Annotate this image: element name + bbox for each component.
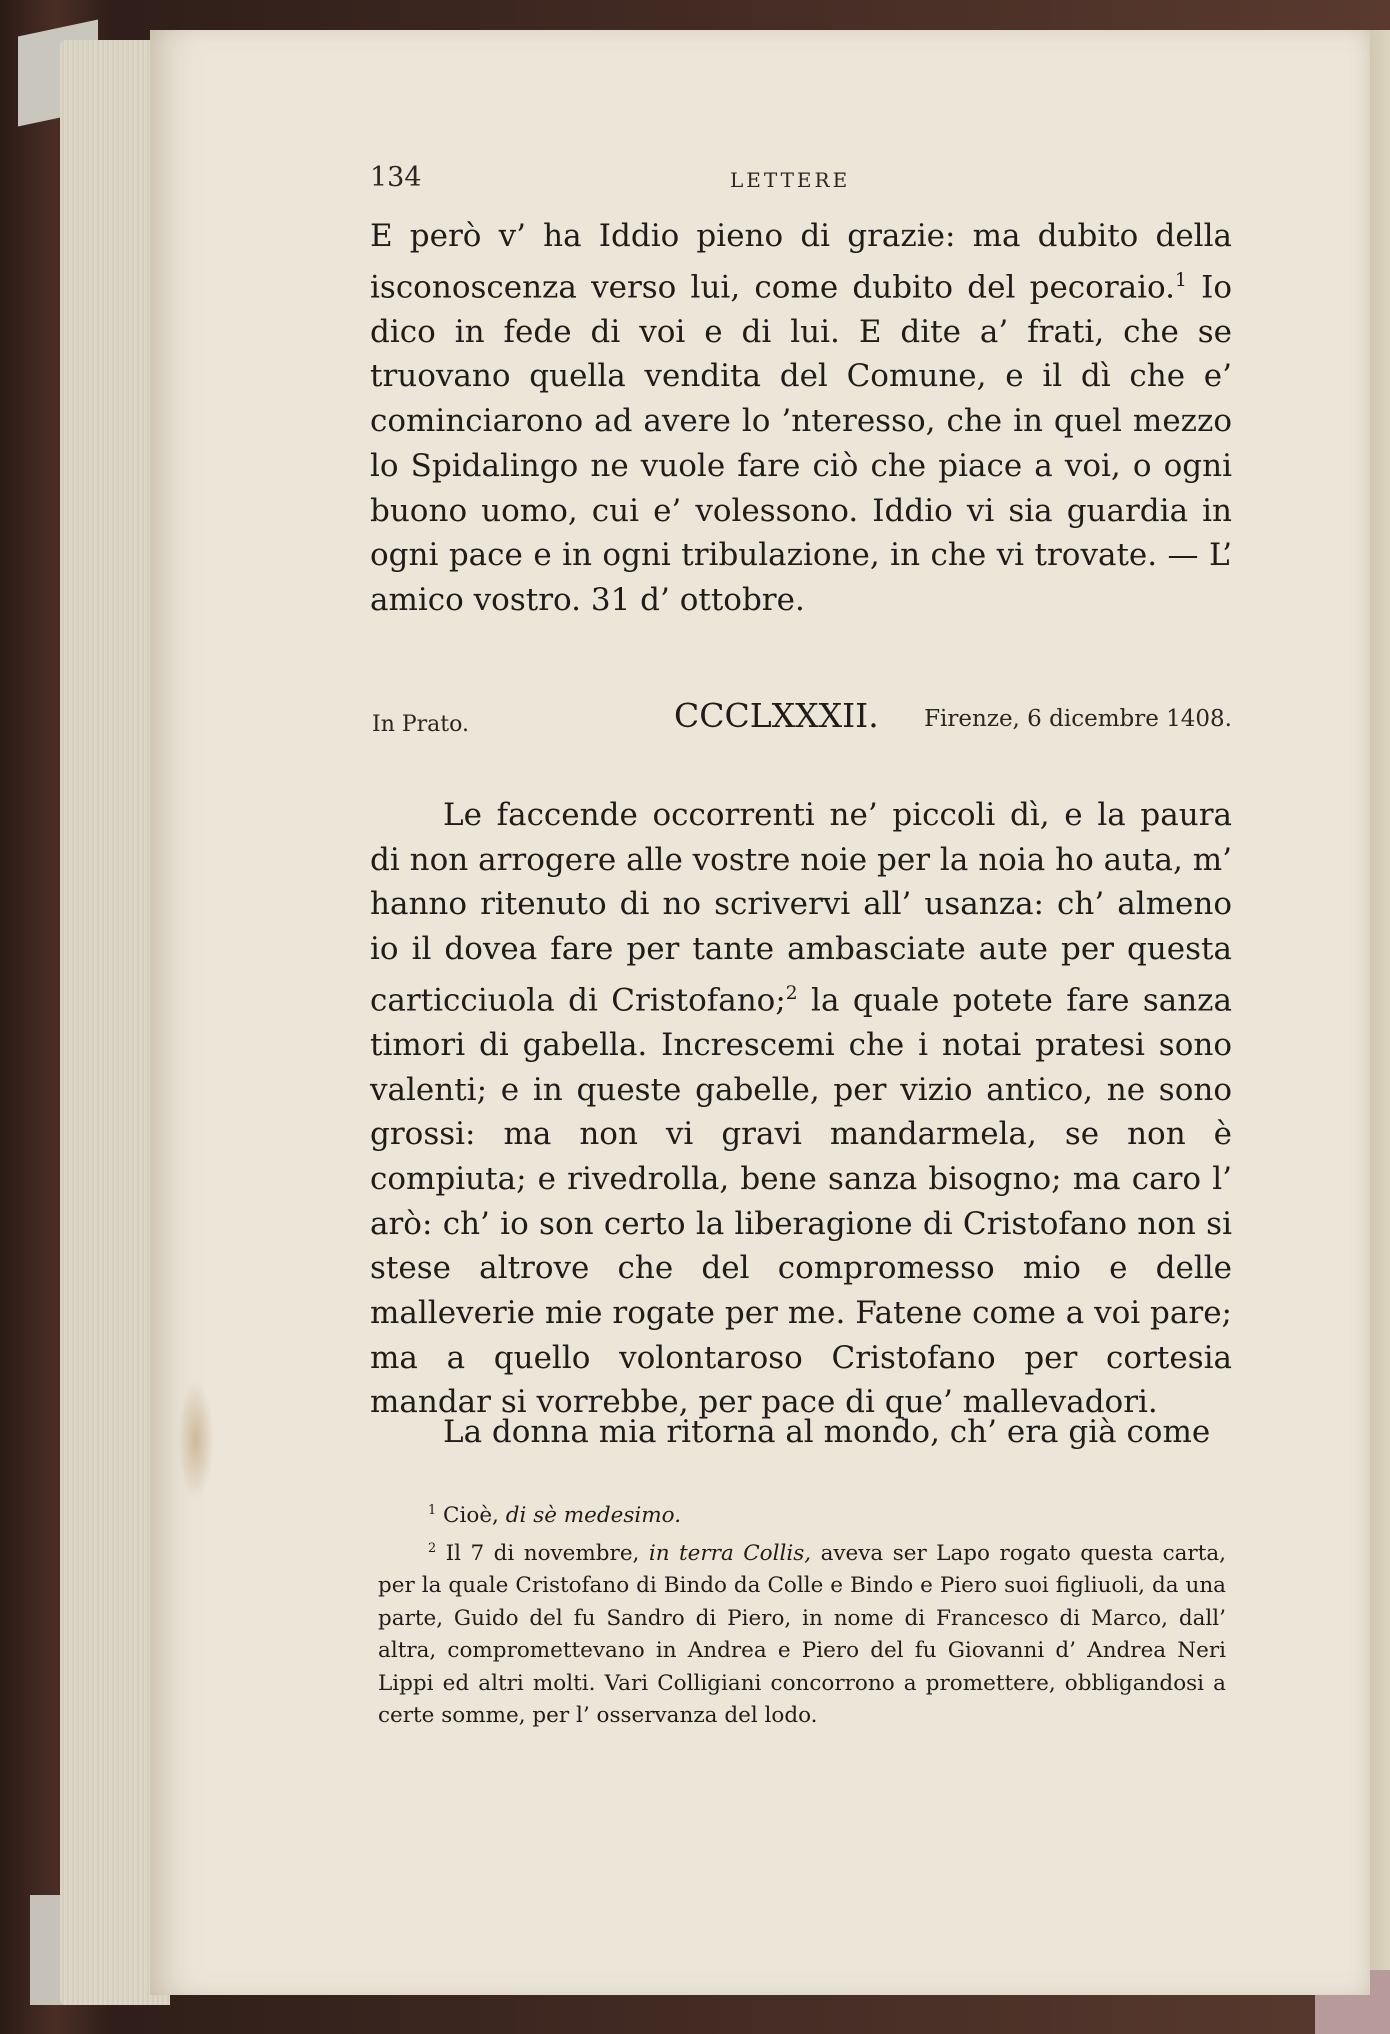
- paper-stain: [178, 1380, 214, 1500]
- footnote-ref: 2: [785, 982, 798, 1004]
- letter-heading: [370, 692, 1232, 742]
- letter-date: Firenze, 6 dicembre 1408.: [924, 706, 1232, 732]
- paragraph-letter-end: [370, 214, 1232, 623]
- footnote-1: [378, 1495, 1226, 1533]
- footnote-marker: 1: [428, 1503, 437, 1518]
- page-header: [370, 162, 1232, 202]
- letter-place: In Prato.: [372, 712, 469, 737]
- footnote-italic: di sè medesimo.: [505, 1503, 682, 1529]
- footnote-2: [378, 1533, 1226, 1733]
- running-title: LETTERE: [730, 168, 851, 192]
- footnote-italic: in terra Collis,: [648, 1540, 812, 1566]
- paragraph-continuation: [370, 1410, 1232, 1455]
- paragraph-letter-body: [370, 793, 1232, 1425]
- paragraph-text: E però v’ ha Iddio pieno di grazie: ma dubito della isconoscenza verso lui, come dubito del pecoraio.: [370, 218, 1232, 306]
- footnote-ref: 1: [1175, 269, 1187, 291]
- paragraph-text: La donna mia ritorna al mondo, ch’ era già come: [443, 1414, 1211, 1450]
- page-number: 134: [370, 162, 422, 193]
- paragraph-text: la quale potete fare sanza timori di gabella. Increscemi che i notai pratesi sono valenti; e in queste gabelle, per vizio antico, ne sono grossi: ma non vi gravi mandarmela, se non è compiuta; e rivedrolla, bene sanza bisogno; ma caro l’ arò: ch’ io son certo la liberagione di Cristofano non si stese altrove che del compromesso mio e delle malleverie mie rogate per me. Fatene come a voi pare; ma a quello volontaroso Cristofano per cortesia mandar si vorrebbe, per pace di que’ mallevadori.: [370, 982, 1232, 1421]
- footnote-text: Cioè,: [443, 1503, 506, 1529]
- footnote-text: Il 7 di novembre,: [445, 1540, 649, 1566]
- footnotes: [378, 1495, 1226, 1733]
- footnote-marker: 2: [428, 1540, 437, 1556]
- paragraph-text: Le faccende occorrenti ne’ piccoli dì, e la paura di non arrogere alle vostre noie per la noia ho auta, m’ hanno ritenuto di no scrivervi all’ usanza: ch’ almeno io il dovea fare per tante ambasciate aute per questa carticciuola di Cristofano;: [370, 797, 1232, 1019]
- footnote-text: aveva ser Lapo rogato questa carta, per la quale Cristofano di Bindo da Colle e Bindo e Piero suoi figliuoli, da una parte, Guido del fu Sandro di Piero, in nome di Francesco di Marco, dall’ altra, compromettevano in Andrea e Piero del fu Giovanni d’ Andrea Neri Lippi ed altri molti. Vari Colligiani concorrono a promettere, obbligandosi a certe somme, per l’ osservanza del lodo.: [378, 1540, 1227, 1729]
- letter-number: CCCLXXXII.: [674, 696, 879, 735]
- paragraph-text: Io dico in fede di voi e di lui. E dite a’ frati, che se truovano quella vendita del Comune, e il dì che e’ cominciarono ad avere lo ’nteresso, che in quel mezzo lo Spidalingo ne vuole fare ciò che piace a voi, o ogni buono uomo, cui e’ volessono. Iddio vi sia guardia in ogni pace e in ogni tribulazione, in che vi trovate. — L’ amico vostro. 31 d’ ottobre.: [370, 269, 1232, 618]
